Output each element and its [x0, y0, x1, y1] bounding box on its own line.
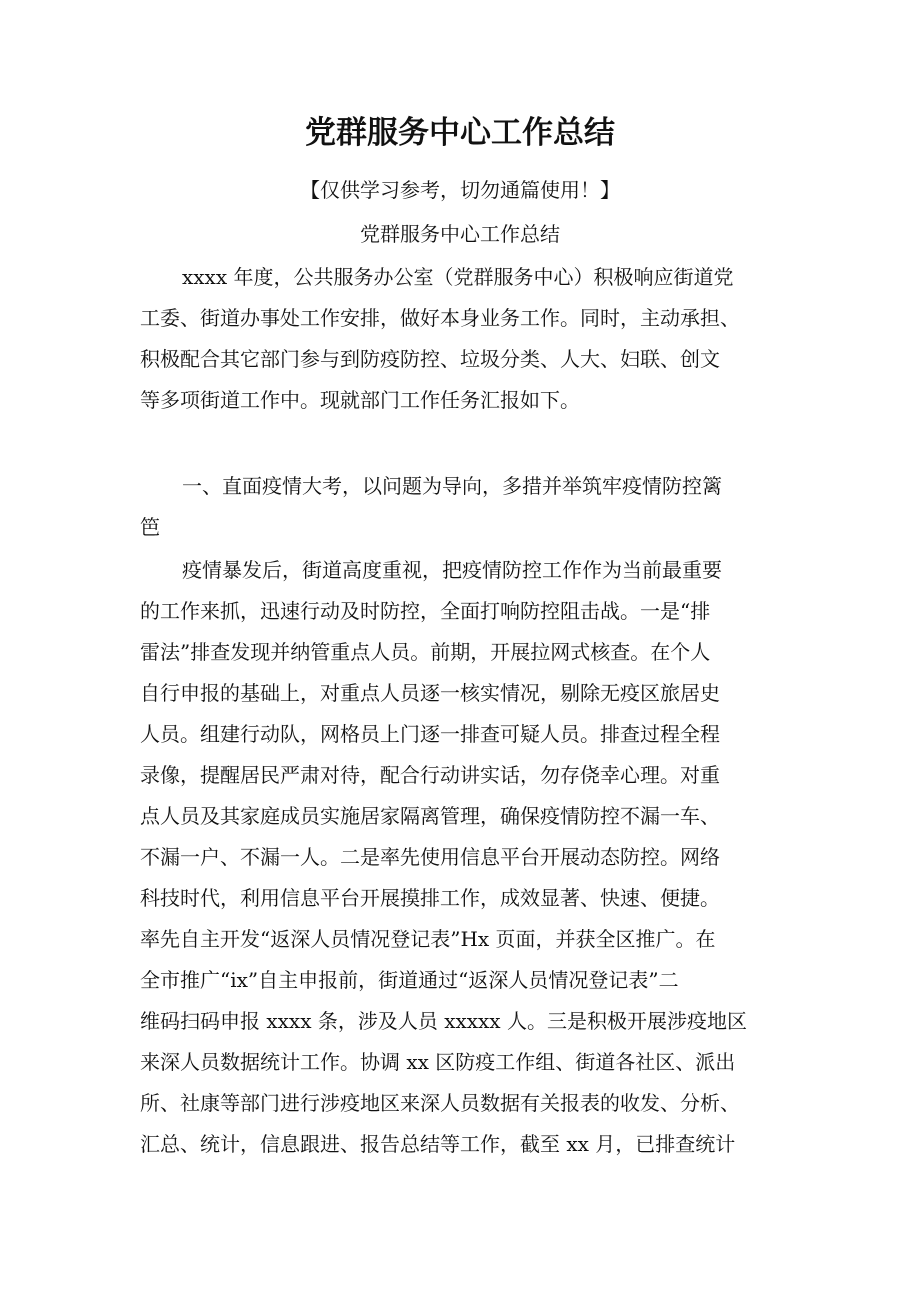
document-subtitle: 党群服务中心工作总结: [360, 222, 560, 246]
body-line: 全市推广“ix”自主申报前，街道通过“返深人员情况登记表”二: [140, 968, 679, 992]
intro-line: 积极配合其它部门参与到防疫防控、垃圾分类、人大、妇联、创文: [140, 347, 720, 371]
disclaimer-note: 【仅供学习参考，切勿通篇使用！】: [300, 178, 620, 202]
section-heading-line: 一、直面疫情大考，以问题为导向，多措并举筑牢疫情防控篱: [182, 474, 722, 498]
body-line: 的工作来抓，迅速行动及时防控，全面打响防控阻击战。一是“排: [140, 599, 711, 623]
body-line: 所、社康等部门进行涉疫地区来深人员数据有关报表的收发、分析、: [140, 1091, 740, 1115]
body-line: 录像，提醒居民严肃对待，配合行动讲实话，勿存侥幸心理。对重: [140, 763, 720, 787]
body-line: 自行申报的基础上，对重点人员逐一核实情况，剔除无疫区旅居史: [140, 681, 720, 705]
body-line: 雷法”排查发现并纳管重点人员。前期，开展拉网式核查。在个人: [140, 640, 711, 664]
intro-line: xxxx 年度，公共服务办公室（党群服务中心）积极响应街道党: [182, 265, 734, 289]
intro-line: 等多项街道工作中。现就部门工作任务汇报如下。: [140, 388, 580, 412]
body-line: 点人员及其家庭成员实施居家隔离管理，确保疫情防控不漏一车、: [140, 804, 720, 828]
body-line: 不漏一户、不漏一人。二是率先使用信息平台开展动态防控。网络: [140, 845, 720, 869]
document-title: 党群服务中心工作总结: [305, 115, 615, 151]
body-line: 维码扫码申报 xxxx 条，涉及人员 xxxxx 人。三是积极开展涉疫地区: [140, 1009, 747, 1033]
intro-line: 工委、街道办事处工作安排，做好本身业务工作。同时，主动承担、: [140, 306, 740, 330]
body-line: 来深人员数据统计工作。协调 xx 区防疫工作组、街道各社区、派出: [140, 1050, 736, 1074]
section-heading-line: 笆: [140, 515, 160, 539]
body-line: 率先自主开发“返深人员情况登记表”Hx 页面，并获全区推广。在: [140, 927, 716, 951]
body-line: 汇总、统计，信息跟进、报告总结等工作，截至 xx 月，已排查统计: [140, 1132, 736, 1156]
body-line: 人员。组建行动队，网格员上门逐一排查可疑人员。排查过程全程: [140, 722, 720, 746]
body-line: 疫情暴发后，街道高度重视，把疫情防控工作作为当前最重要: [182, 558, 722, 582]
body-line: 科技时代，利用信息平台开展摸排工作，成效显著、快速、便捷。: [140, 886, 720, 910]
